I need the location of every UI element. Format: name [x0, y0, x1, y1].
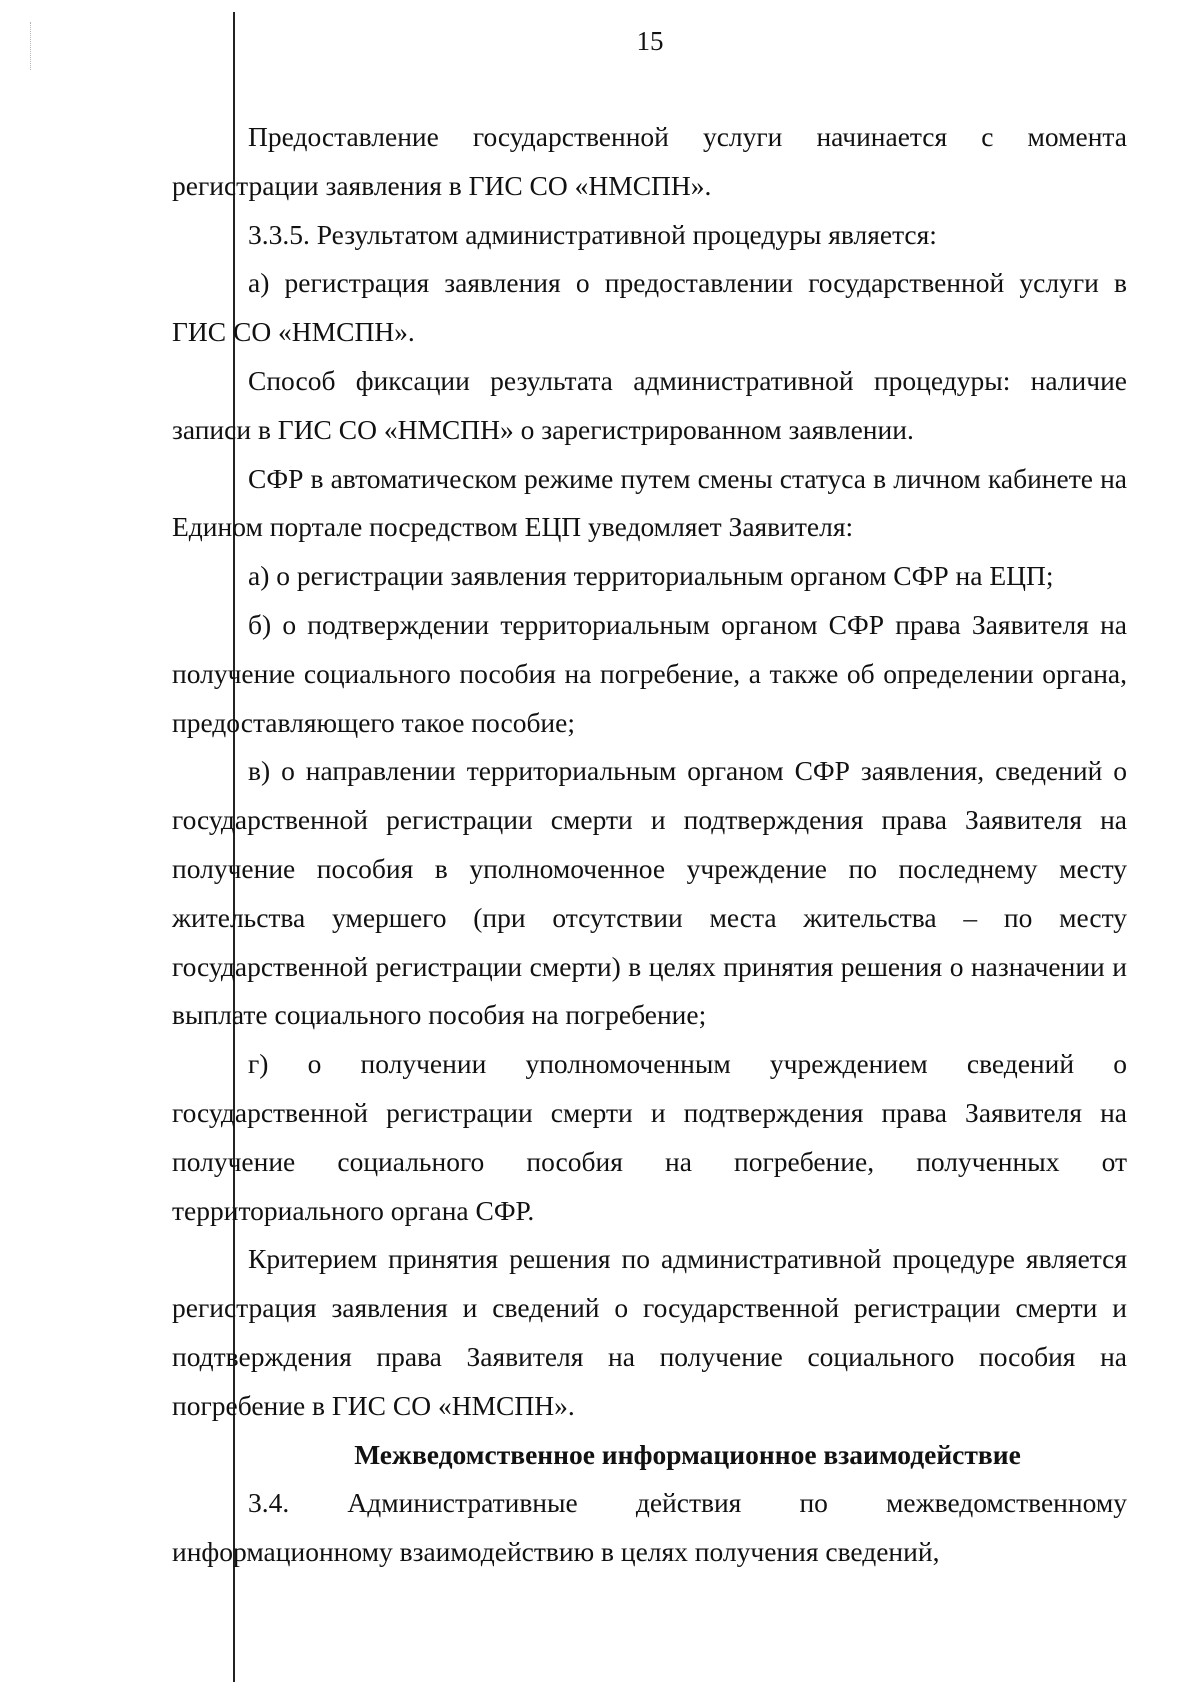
paragraph: в) о направлении территориальным органом СФР заявления, сведений о государственной регистрации смерти и подтверждения права Заявителя на получение пособия в уполномоченное учреждение по последнему месту жительства умершего (при отсутствии места жительства – по месту государственной регистрации смерти) в целях принятия решения о назначении и выплате социального пособия на погребение;	[172, 755, 1127, 1031]
paragraph: СФР в автоматическом режиме путем смены статуса в личном кабинете на Едином портале посредством ЕЦП уведомляет Заявителя:	[172, 462, 1127, 543]
page-number: 15	[636, 26, 664, 56]
paragraph: б) о подтверждении территориальным органом СФР права Заявителя на получение социального пособия на погребение, а также об определении органа, предоставляющего такое пособие;	[172, 608, 1127, 738]
paragraph: Предоставление государственной услуги начинается с момента регистрации заявления в ГИС СО «НМСПН».	[172, 121, 1127, 201]
paragraph: Способ фиксации результата административной процедуры: наличие записи в ГИС СО «НМСПН» о зарегистрированном заявлении.	[172, 364, 1127, 445]
paragraph: г) о получении уполномоченным учреждением сведений о государственной регистрации смерти и подтверждения права Заявителя на получение социального пособия на погребение, полученных от территориального органа СФР.	[172, 1048, 1127, 1226]
paragraph: Критерием принятия решения по административной процедуре является регистрация заявления и сведений о государственной регистрации смерти и подтверждения права Заявителя на получение социального пособия на погребение в ГИС СО «НМСПН».	[172, 1243, 1127, 1421]
section-heading: Межведомственное информационное взаимодействие	[354, 1438, 1021, 1470]
paragraph: а) о регистрации заявления территориальным органом СФР на ЕЦП;	[248, 560, 1054, 592]
paragraph: а) регистрация заявления о предоставлении государственной услуги в ГИС СО «НМСПН».	[172, 267, 1127, 348]
paragraph: 3.4. Административные действия по межведомственному информационному взаимодействию в целях получения сведений,	[172, 1487, 1127, 1568]
paragraph: 3.3.5. Результатом административной процедуры является:	[248, 218, 937, 250]
document-body	[172, 113, 1127, 1577]
